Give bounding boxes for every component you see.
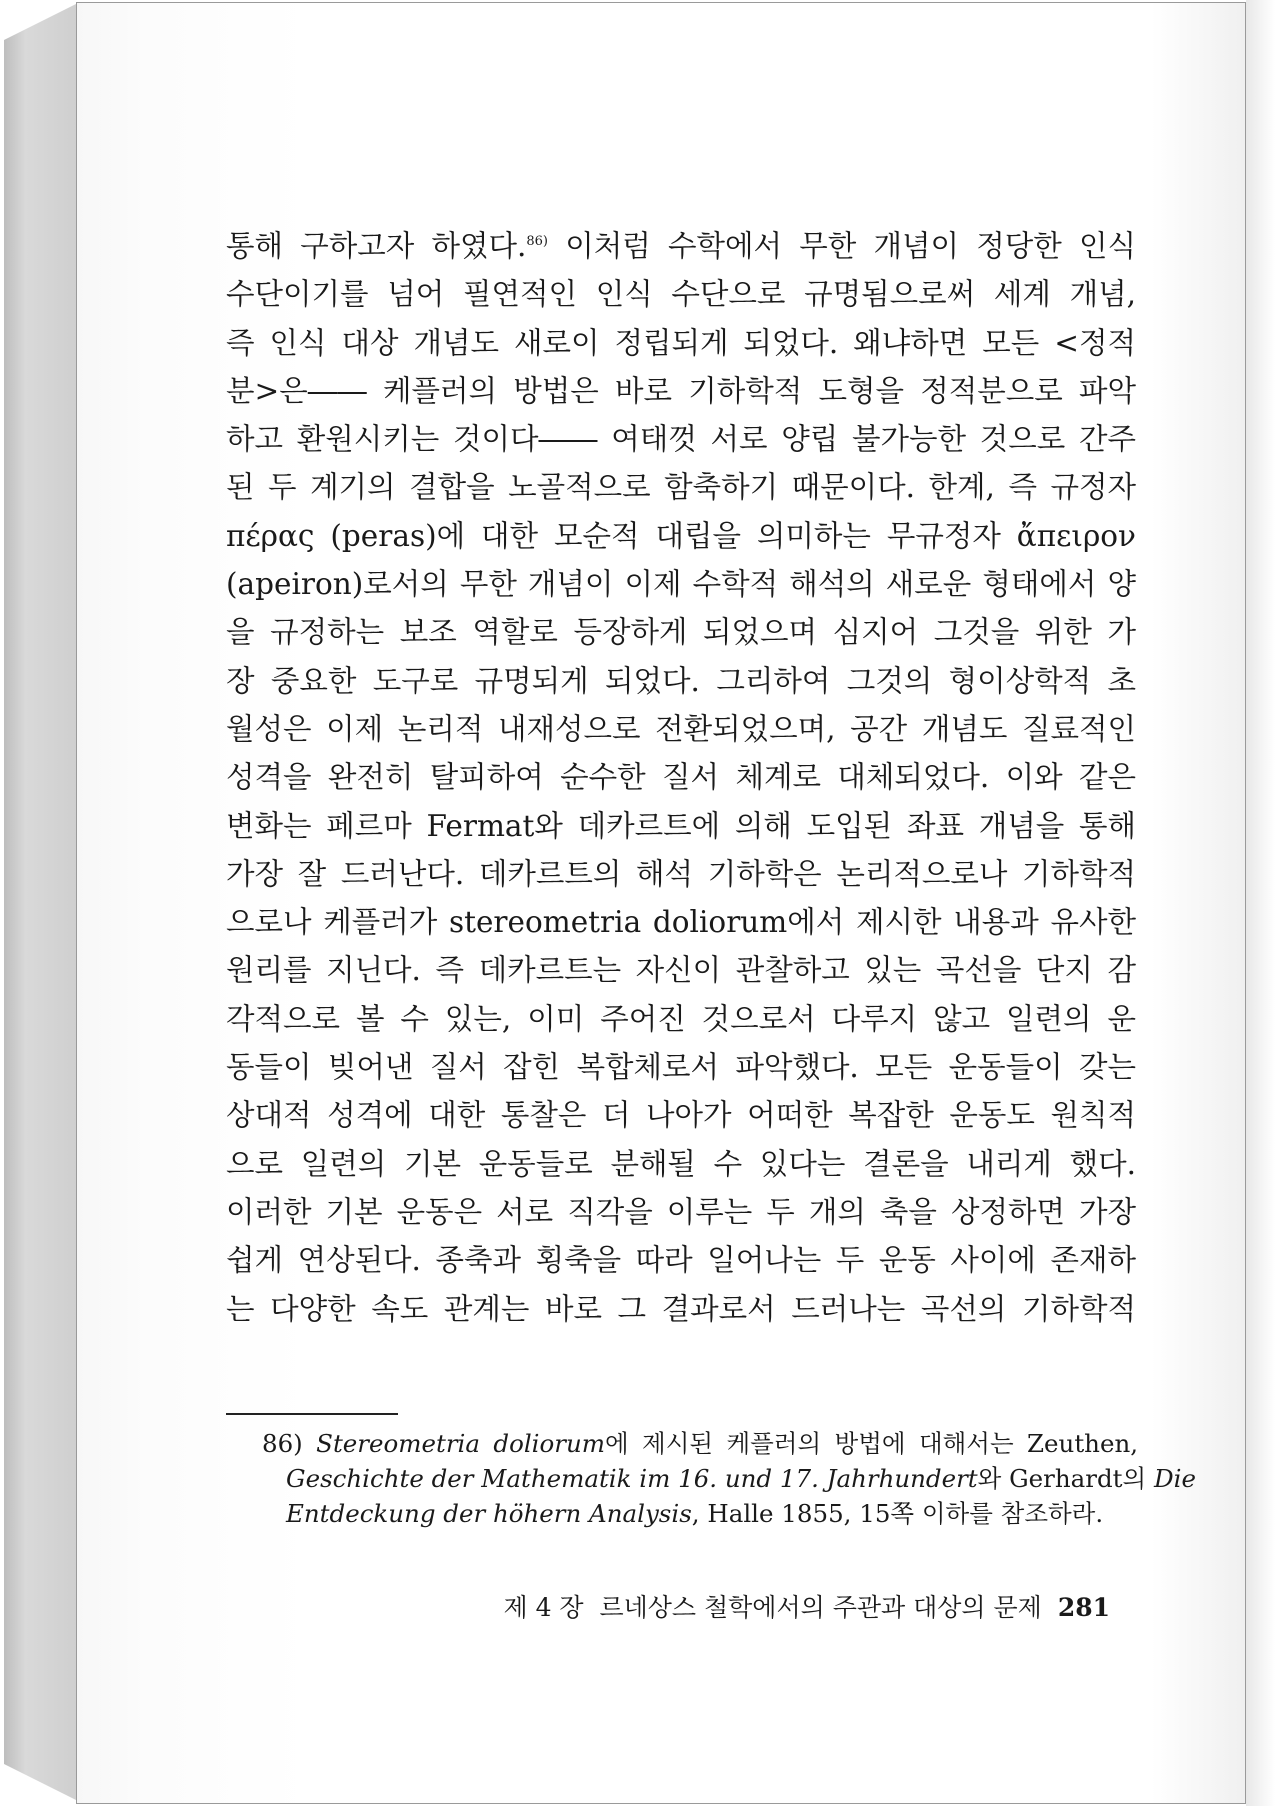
body-line: 성격을 완전히 탈피하여 순수한 질서 체계로 대체되었다. 이와 같은 (226, 760, 1136, 795)
body-line: πέρας (peras)에 대한 모순적 대립을 의미하는 무규정자 ἄπειρον (226, 518, 1136, 553)
running-footer (490, 1588, 1110, 1624)
body-line: 으로 일련의 기본 운동들로 분해될 수 있다는 결론을 내리게 했다. (226, 1146, 1136, 1181)
body-line: 각적으로 볼 수 있는, 이미 주어진 것으로서 다루지 않고 일련의 운 (226, 1001, 1136, 1036)
body-line: 된 두 계기의 결합을 노골적으로 함축하기 때문이다. 한계, 즉 규정자 (226, 470, 1136, 505)
footnote-line-2: Geschichte der Mathematik im 16. und 17. Jahrhundert와 Gerhardt의 Die (286, 1464, 1196, 1493)
footnote-line-3: Entdeckung der höhern Analysis, Halle 1855, 15쪽 이하를 참조하라. (286, 1499, 1104, 1528)
body-line: 쉽게 연상된다. 종축과 횡축을 따라 일어나는 두 운동 사이에 존재하 (226, 1243, 1136, 1278)
chapter-title: 제 4 장 르네상스 철학에서의 주관과 대상의 문제 (503, 1593, 1042, 1622)
body-text (226, 222, 1136, 1333)
footnote (262, 1426, 1196, 1531)
body-line: 월성은 이제 논리적 내재성으로 전환되었으며, 공간 개념도 질료적인 (226, 711, 1136, 746)
body-line: 원리를 지닌다. 즉 데카르트는 자신이 관찰하고 있는 곡선을 단지 감 (226, 953, 1136, 988)
footnote-reference[interactable]: 86) (526, 234, 548, 250)
body-line: 수단이기를 넘어 필연적인 인식 수단으로 규명됨으로써 세계 개념, (226, 277, 1136, 312)
book-spine (4, 4, 76, 1800)
body-line: 동들이 빚어낸 질서 잡힌 복합체로서 파악했다. 모든 운동들이 갖는 (226, 1050, 1136, 1085)
body-line: 가장 잘 드러난다. 데카르트의 해석 기하학은 논리적으로나 기하학적 (226, 856, 1136, 891)
body-line: (apeiron)로서의 무한 개념이 이제 수학적 해석의 새로운 형태에서 양 (226, 567, 1136, 602)
page-edge-shadow (1246, 0, 1275, 1806)
footnote-divider (226, 1413, 398, 1415)
footnote-marker: 86) (262, 1429, 303, 1458)
body-line: 즉 인식 대상 개념도 새로이 정립되게 되었다. 왜냐하면 모든 <정적 (226, 325, 1136, 360)
body-line: 을 규정하는 보조 역할로 등장하게 되었으며 심지어 그것을 위한 가 (226, 615, 1136, 650)
body-line: 하고 환원시키는 것이다―― 여태껏 서로 양립 불가능한 것으로 간주 (226, 422, 1136, 457)
body-line: 이러한 기본 운동은 서로 직각을 이루는 두 개의 축을 상정하면 가장 (226, 1194, 1136, 1229)
body-line: 상대적 성격에 대한 통찰은 더 나아가 어떠한 복잡한 운동도 원칙적 (226, 1098, 1136, 1133)
body-line: 변화는 페르마 Fermat와 데카르트에 의해 도입된 좌표 개념을 통해 (226, 808, 1136, 843)
footnote-line-1: 86) Stereometria doliorum에 제시된 케플러의 방법에 대해서는 Zeuthen, (262, 1429, 1139, 1458)
body-line: 으로나 케플러가 stereometria doliorum에서 제시한 내용과 유사한 (226, 905, 1136, 940)
body-line-1: 통해 구하고자 하였다.$^{86)}$ 이처럼 수학에서 무한 개념이 정당한 인식 (226, 229, 1136, 263)
page-number: 281 (1057, 1593, 1110, 1622)
body-line: 분>은―― 케플러의 방법은 바로 기하학적 도형을 정적분으로 파악 (226, 373, 1136, 408)
body-line: 장 중요한 도구로 규명되게 되었다. 그리하여 그것의 형이상학적 초 (226, 663, 1136, 698)
body-line: 는 다양한 속도 관계는 바로 그 결과로서 드러나는 곡선의 기하학적 (226, 1291, 1136, 1326)
